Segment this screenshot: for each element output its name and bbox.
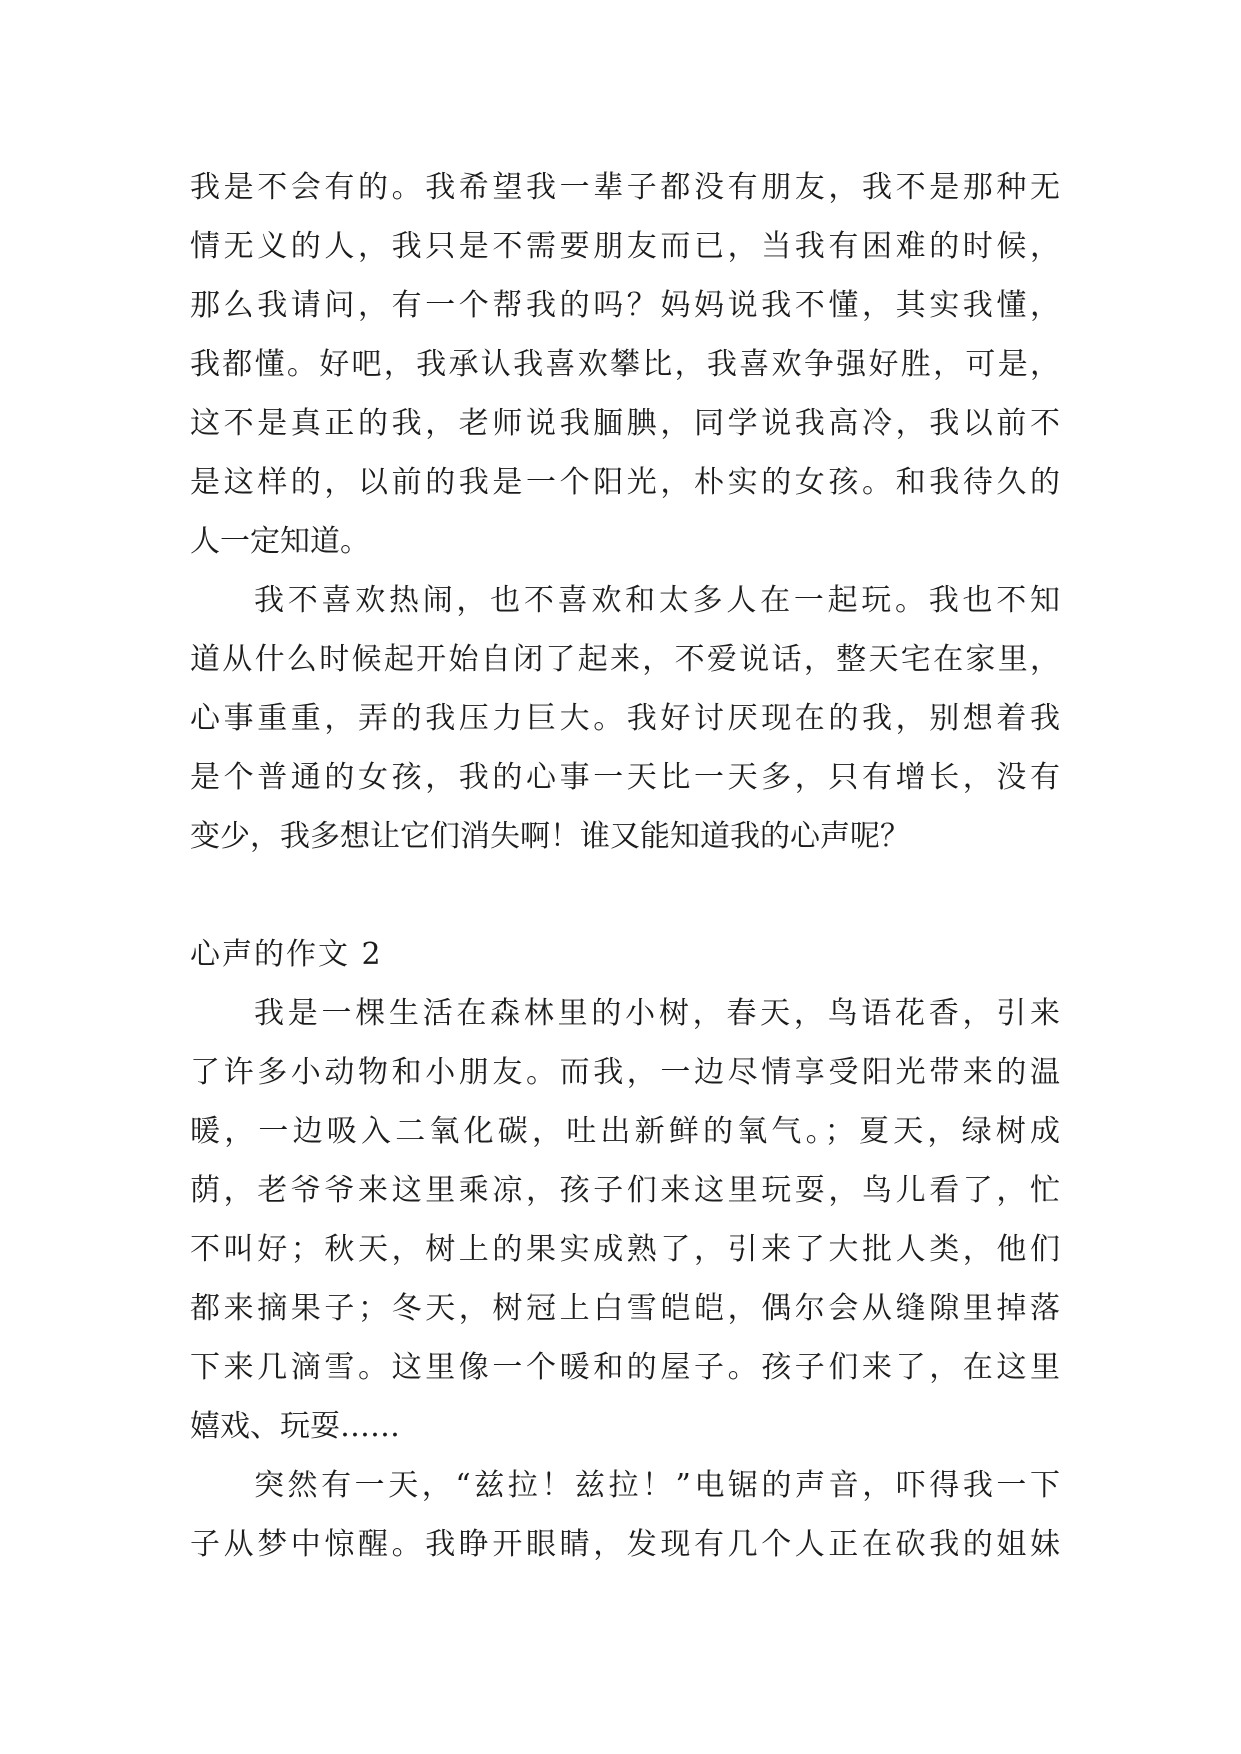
text-line: 突然有一天，“兹拉！兹拉！”电锯的声音，吓得我一下 [254,1468,1060,1503]
paragraph [190,984,1060,1456]
text-line: 人一定知道。 [190,524,370,559]
paragraph [190,1456,1060,1574]
text-line: 嬉戏、玩耍…… [190,1409,400,1444]
text-line: 道从什么时候起开始自闭了起来，不爱说话，整天宅在家里， [190,642,1060,677]
text-line: 是这样的，以前的我是一个阳光，朴实的女孩。和我待久的 [190,465,1060,500]
document-body [190,158,1060,1574]
text-line: 变少，我多想让它们消失啊！谁又能知道我的心声呢？ [190,819,910,854]
text-line: 那么我请问，有一个帮我的吗？妈妈说我不懂，其实我懂， [190,288,1060,323]
text-line: 暖，一边吸入二氧化碳，吐出新鲜的氧气。；夏天，绿树成 [190,1114,1060,1149]
paragraph [190,158,1060,571]
text-line: 我是一棵生活在森林里的小树，春天，鸟语花香，引来 [254,996,1060,1031]
section-heading: 心声的作文 2 [190,937,383,972]
paragraph [190,571,1060,866]
text-line: 我不喜欢热闹，也不喜欢和太多人在一起玩。我也不知 [254,583,1060,618]
text-line: 荫，老爷爷来这里乘凉，孩子们来这里玩耍，鸟儿看了，忙 [190,1173,1060,1208]
text-line: 了许多小动物和小朋友。而我，一边尽情享受阳光带来的温 [190,1055,1060,1090]
text-line: 心事重重，弄的我压力巨大。我好讨厌现在的我，别想着我 [190,701,1060,736]
text-line: 子从梦中惊醒。我睁开眼睛，发现有几个人正在砍我的姐妹 [190,1527,1060,1562]
text-line: 我是不会有的。我希望我一辈子都没有朋友，我不是那种无 [190,170,1060,205]
text-line: 是个普通的女孩，我的心事一天比一天多，只有增长，没有 [190,760,1060,795]
text-line: 不叫好；秋天，树上的果实成熟了，引来了大批人类，他们 [190,1232,1060,1267]
text-line: 下来几滴雪。这里像一个暖和的屋子。孩子们来了，在这里 [190,1350,1060,1385]
text-line: 这不是真正的我，老师说我腼腆，同学说我高冷，我以前不 [190,406,1060,441]
text-line: 都来摘果子；冬天，树冠上白雪皑皑，偶尔会从缝隙里掉落 [190,1291,1060,1326]
text-line: 我都懂。好吧，我承认我喜欢攀比，我喜欢争强好胜，可是， [190,347,1060,382]
blank-line [190,866,1060,925]
text-line: 情无义的人，我只是不需要朋友而已，当我有困难的时候， [190,229,1060,264]
